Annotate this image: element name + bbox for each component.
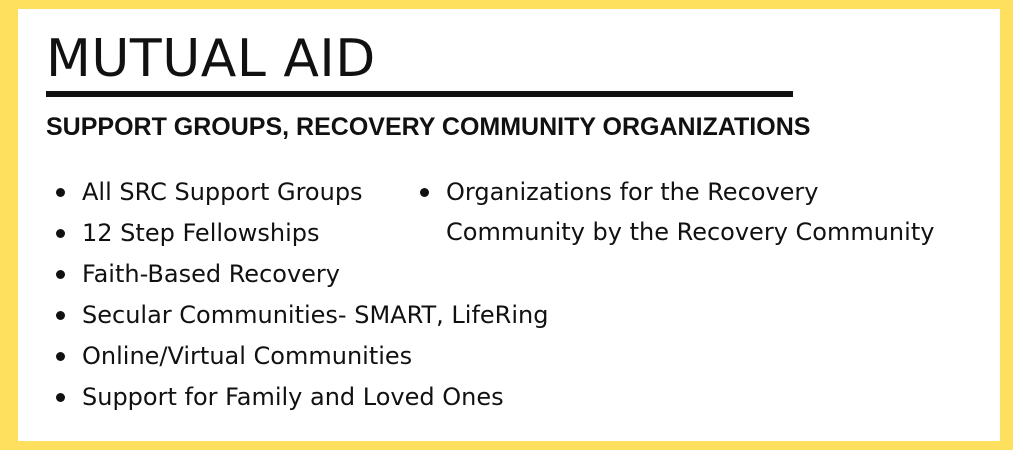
bullet-icon — [56, 188, 65, 197]
list-item — [56, 254, 548, 295]
page-subtitle: SUPPORT GROUPS, RECOVERY COMMUNITY ORGANIZATIONS — [46, 113, 811, 141]
list-item — [56, 295, 548, 336]
list-item-text: Online/Virtual Communities — [82, 342, 413, 370]
list-item-text: All SRC Support Groups — [82, 178, 363, 206]
page-title: MUTUAL AID — [46, 29, 376, 89]
list-item-text: Faith-Based Recovery — [82, 260, 340, 288]
list-item-text — [446, 172, 966, 252]
bullet-icon — [56, 311, 65, 320]
list-item-text: 12 Step Fellowships — [82, 219, 320, 247]
bullet-icon — [56, 393, 65, 402]
list-item — [56, 336, 548, 377]
info-card — [18, 9, 1000, 441]
list-item — [420, 172, 980, 252]
bullet-icon — [56, 270, 65, 279]
bullet-icon — [56, 352, 65, 361]
list-item-line-1: Organizations for the Recovery — [446, 178, 819, 206]
right-bullet-list — [420, 172, 980, 252]
list-item-text: Support for Family and Loved Ones — [82, 383, 504, 411]
list-item-text: Secular Communities- SMART, LifeRing — [82, 301, 549, 329]
bullet-icon — [420, 188, 429, 197]
title-underline — [46, 91, 793, 97]
list-item-line-2: Community by the Recovery Community — [446, 218, 935, 246]
bullet-icon — [56, 229, 65, 238]
list-item — [56, 377, 548, 418]
